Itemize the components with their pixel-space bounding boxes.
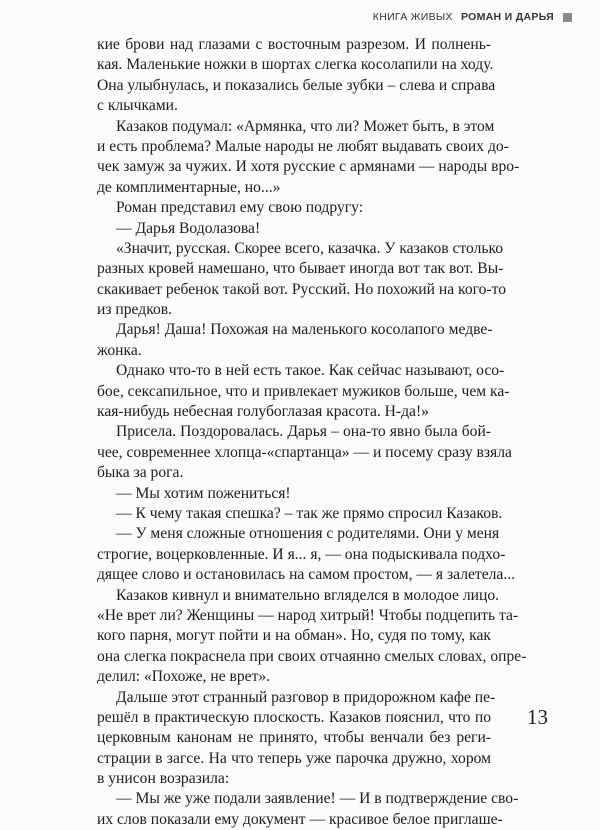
text-line: «Значит, русская. Скорее всего, казачка. У казаков столько — [116, 239, 504, 257]
text-line: решёл в практическую плоскость. Казаков пояснил, что по — [97, 708, 491, 726]
text-line: — У меня сложные отношения с родителями. Они у меня — [116, 525, 500, 543]
text-line: Дарья! Даша! Похожая на маленького косолапого медве- — [116, 321, 493, 339]
text-line: жонка. — [97, 341, 142, 359]
text-line: Она улыбнулась, и показались белые зубки – слева и справа — [97, 76, 496, 94]
text-line: дящее слово и остановилась на самом простом, — я залетела... — [97, 566, 516, 584]
text-line: — К чему такая спешка? – так же прямо спросил Казаков. — [116, 504, 503, 522]
text-line: с клычками. — [97, 97, 178, 115]
text-line: кого парня, могут пойти и на обман». Но, судя по тому, как — [97, 627, 491, 645]
text-line: — Дарья Водолазова! — [116, 219, 261, 237]
text-line: и есть проблема? Малые народы не любят выдавать своих до- — [97, 137, 509, 155]
text-line: чее, современнее хлопца-«спартанца» — и посему сразу взяла — [97, 443, 512, 461]
text-line: скакивает ребенок такой вот. Русский. Но похожий на кого-то — [97, 280, 507, 298]
text-line: их слов показали ему документ — красивое белое приглаше- — [97, 810, 503, 828]
text-line: в унисон возразила: — [97, 770, 230, 788]
text-line: Однако что-то в ней есть такое. Как сейчас называют, осо- — [116, 362, 505, 380]
text-line: Роман представил ему свою подругу: — [116, 199, 364, 217]
text-line: — Мы хотим пожениться! — [116, 484, 291, 502]
text-line: кая-нибудь небесная голубоглазая красота. Н-да!» — [97, 403, 429, 421]
page-number: 13 — [527, 705, 548, 729]
text-line: бое, сексапильное, что и привлекает мужиков больше, чем ка- — [97, 382, 510, 400]
text-line: делил: «Похоже, не врет». — [97, 668, 271, 686]
text-line: Казаков подумал: «Армянка, что ли? Может быть, в этом — [116, 117, 495, 135]
text-line: Присела. Поздоровалась. Дарья – она-то явно была бой- — [116, 423, 491, 441]
text-line: кая. Маленькие ножки в шортах слегка косолапили на ходу. — [97, 56, 494, 74]
text-line: строгие, воцерковленные. И я... я, — она подыскивала подхо- — [97, 545, 506, 563]
text-line: из предков. — [97, 301, 173, 319]
page-body — [97, 35, 527, 830]
text-line: Дальше этот странный разговор в придорожном кафе пе- — [116, 688, 496, 706]
running-header — [373, 11, 554, 23]
header-square-icon — [563, 13, 572, 22]
header-series: КНИГА ЖИВЫХ — [372, 11, 453, 23]
text-line: — Мы же уже подали заявление! — И в подтверждение сво- — [116, 790, 519, 808]
text-line: она слегка покраснела при своих отчаянно смелых словах, опре- — [97, 647, 527, 665]
header-title: РОМАН И ДАРЬЯ — [461, 11, 554, 23]
text-line: кие брови над глазами с восточным разрезом. И полнень- — [97, 36, 491, 53]
text-line: страции в загсе. На что теперь уже парочка дружно, хором — [97, 749, 491, 767]
text-line: де комплиментарные, но...» — [97, 178, 281, 196]
text-line: разных кровей намешано, что бывает иногда вот так вот. Вы- — [97, 260, 504, 278]
text-line: чек замуж за чужих. И хотя русские с армянами — народы вро- — [97, 158, 520, 176]
text-line: Казаков кивнул и внимательно вгляделся в молодое лицо. — [116, 586, 500, 604]
text-line: «Не врет ли? Женщины — народ хитрый! Чтобы подцепить та- — [97, 606, 519, 624]
text-line: быка за рога. — [97, 464, 184, 482]
text-line: церковным канонам не принято, чтобы венчали без реги- — [97, 729, 491, 747]
